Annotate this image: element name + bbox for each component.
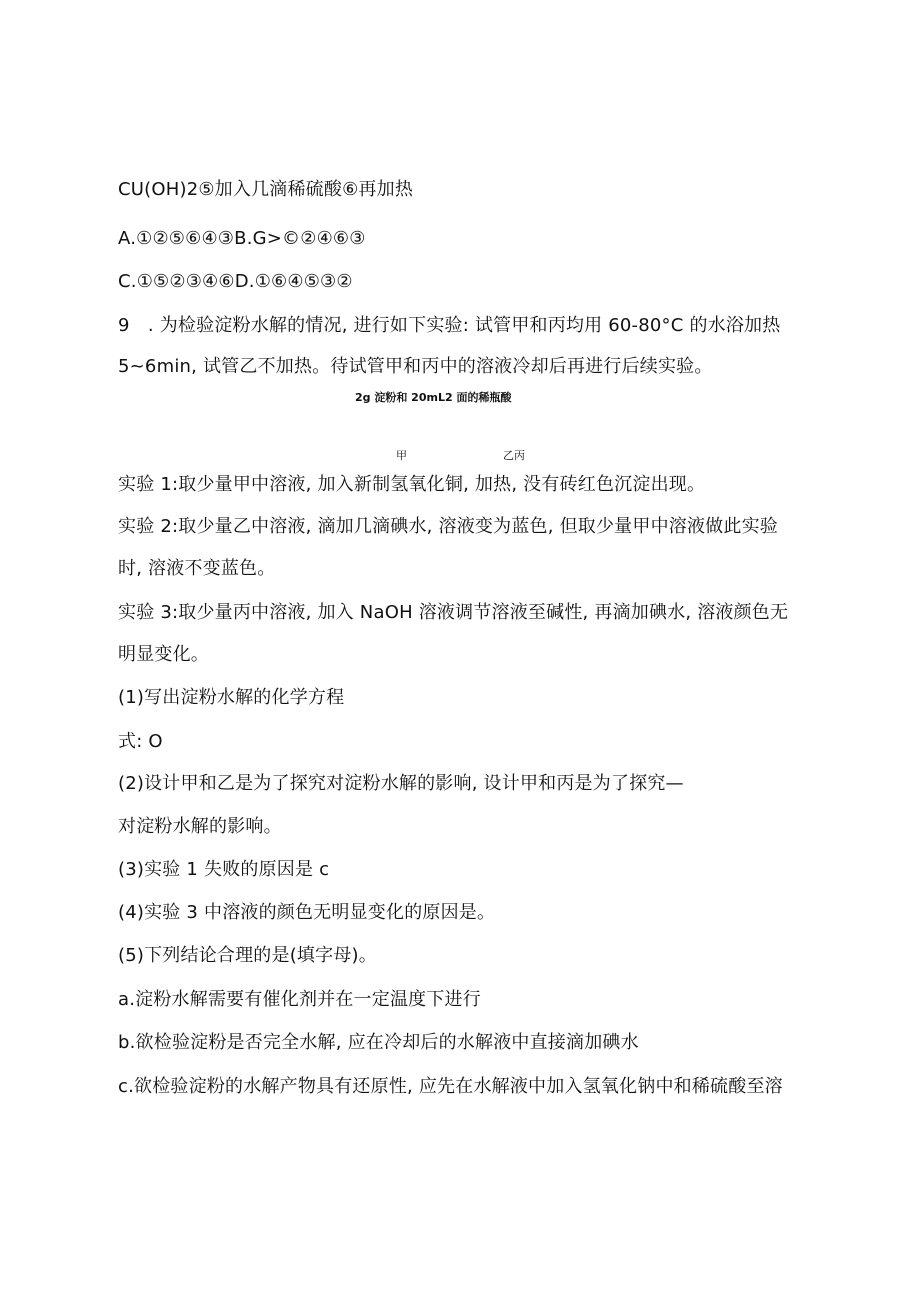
sub-question-4: (4)实验 3 中溶液的颜色无明显变化的原因是。 [118,902,496,923]
sub-question-2-line-2: 对淀粉水解的影响。 [118,816,282,837]
figure-label-jia: 甲 [396,449,407,462]
option-a: a.淀粉水解需要有催化剂并在一定温度下进行 [118,989,481,1010]
text-line-option-ab: A.①②⑤⑥④③B.G>©②④⑥③ [118,228,366,249]
figure-caption: 2g 淀粉和 20mL2 面的稀瓶酸 [355,391,512,404]
question-9-line-1: 9 . 为检验淀粉水解的情况, 进行如下实验: 试管甲和丙均用 60-80°C 的水浴加热 [118,315,781,336]
experiment-2-line-1: 实验 2:取少量乙中溶液, 滴加几滴碘水, 溶液变为蓝色, 但取少量甲中溶液做此实验 [118,516,778,537]
experiment-1: 实验 1:取少量甲中溶液, 加入新制氢氧化铜, 加热, 没有砖红色沉淀出现。 [118,474,706,495]
option-c: c.欲检验淀粉的水解产物具有还原性, 应先在水解液中加入氢氧化钠中和稀硫酸至溶 [118,1076,783,1097]
experiment-3-line-2: 明显变化。 [118,644,209,665]
figure-label-yi-bing: 乙丙 [503,449,525,462]
sub-question-1-line-2: 式: O [118,731,163,752]
sub-question-5: (5)下列结论合理的是(填字母)。 [118,945,377,966]
experiment-2-line-2: 时, 溶液不变蓝色。 [118,558,276,579]
sub-question-1-line-1: (1)写出淀粉水解的化学方程 [118,687,345,708]
sub-question-2-line-1: (2)设计甲和乙是为了探究对淀粉水解的影响, 设计甲和丙是为了探究— [118,773,684,794]
option-b: b.欲检验淀粉是否完全水解, 应在冷却后的水解液中直接滴加碘水 [118,1032,639,1053]
question-9-line-2: 5~6min, 试管乙不加热。待试管甲和丙中的溶液冷却后再进行后续实验。 [118,356,713,377]
experiment-3-line-1: 实验 3:取少量丙中溶液, 加入 NaOH 溶液调节溶液至碱性, 再滴加碘水, 溶液颜色无 [118,602,789,623]
text-line-option-cd: C.①⑤②③④⑥D.①⑥④⑤③② [118,271,353,292]
text-line-cuoh2: CU(OH)2⑤加入几滴稀硫酸⑥再加热 [118,179,414,200]
sub-question-3: (3)实验 1 失败的原因是 c [118,859,330,880]
